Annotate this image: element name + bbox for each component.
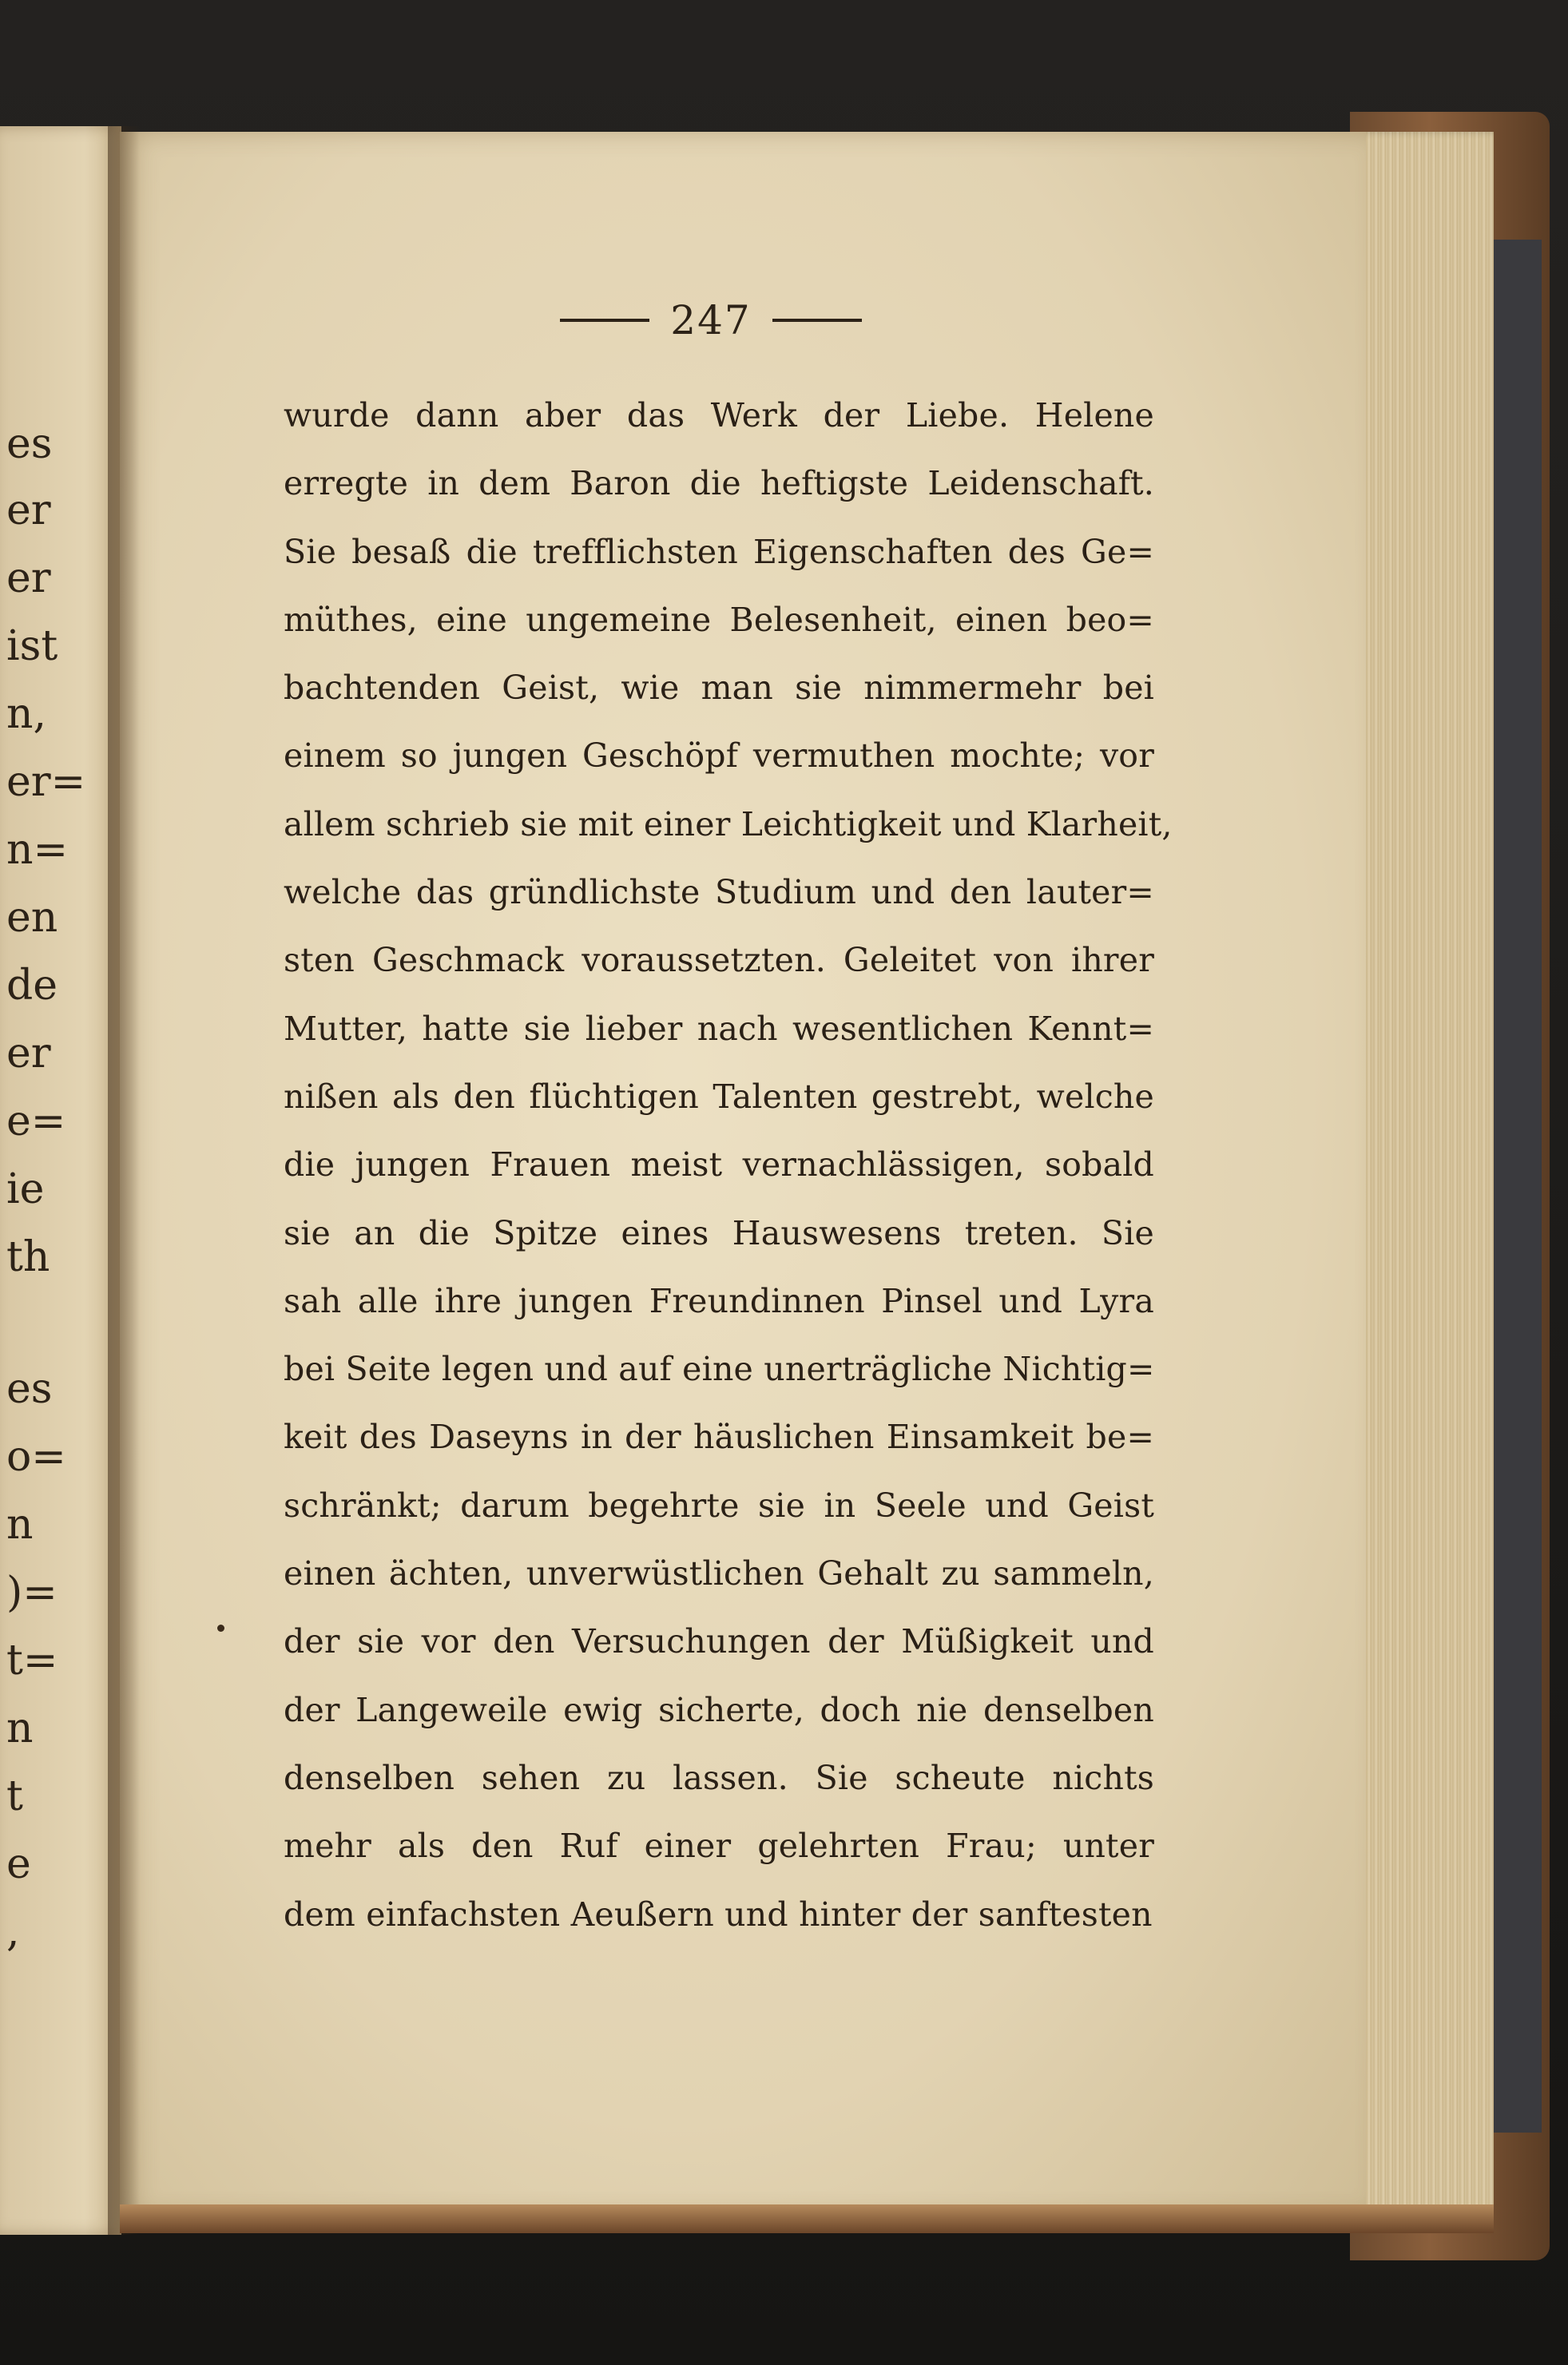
text-line: sie an die Spitze eines Hauswesens treten. Sie: [284, 1213, 1154, 1252]
head-rule-right: [772, 319, 862, 322]
page-number: 247: [670, 297, 752, 343]
left-page-text: )=: [6, 1569, 58, 1617]
left-page-text: de: [6, 962, 58, 1010]
left-page-text: en: [6, 894, 58, 942]
left-page-text: n: [6, 1704, 34, 1752]
left-page-text: n: [6, 1501, 34, 1549]
left-page-text: e=: [6, 1097, 66, 1145]
left-page-text: ie: [6, 1165, 45, 1213]
left-page-text: er=: [6, 758, 86, 806]
left-page-text: t: [6, 1772, 23, 1820]
text-line: welche das gründlichste Studium und den lauter=: [284, 873, 1154, 912]
left-page-fragment: [0, 126, 121, 2235]
text-line: die jungen Frauen meist vernachlässigen, sobald: [284, 1145, 1154, 1184]
text-line: schränkt; darum begehrte sie in Seele und Geist: [284, 1486, 1154, 1525]
text-line: Mutter, hatte sie lieber nach wesentlichen Kennt=: [284, 1009, 1154, 1048]
head-rule-left: [560, 319, 649, 322]
text-line: der Langeweile ewig sicherte, doch nie denselben: [284, 1690, 1154, 1729]
text-line: dem einfachsten Aeußern und hinter der sanftesten: [284, 1895, 1153, 1934]
ink-speck: [217, 1625, 224, 1632]
text-line: sten Geschmack voraussetzten. Geleitet von ihrer: [284, 941, 1154, 980]
left-page-text: er: [6, 554, 51, 602]
text-line: einem so jungen Geschöpf vermuthen mochte; vor: [284, 736, 1154, 776]
left-page-text: ,: [6, 1908, 20, 1956]
text-line: einen ächten, unverwüstlichen Gehalt zu sammeln,: [284, 1554, 1154, 1593]
text-line: keit des Daseyns in der häuslichen Einsamkeit be=: [284, 1418, 1154, 1457]
left-page-text: es: [6, 1365, 53, 1413]
text-line: der sie vor den Versuchungen der Müßigkeit und: [284, 1622, 1154, 1661]
left-page-text: es: [6, 420, 53, 468]
book-bottom-edge: [120, 2204, 1494, 2233]
left-page-text: t=: [6, 1637, 58, 1684]
left-page-text: e: [6, 1840, 31, 1888]
text-line: wurde dann aber das Werk der Liebe. Helene: [284, 396, 1154, 435]
text-line: bachtenden Geist, wie man sie nimmermehr bei: [284, 669, 1154, 708]
text-line: erregte in dem Baron die heftigste Leidenschaft.: [284, 464, 1154, 503]
body-text: [284, 382, 1173, 1949]
text-line: nißen als den flüchtigen Talenten gestrebt, welche: [284, 1077, 1154, 1116]
text-line: allem schrieb sie mit einer Leichtigkeit und Klarheit,: [284, 804, 1173, 843]
page-gutter-shadow: [108, 126, 140, 2235]
left-page-text: er: [6, 486, 51, 534]
page-stack-edge: [1350, 132, 1494, 2216]
running-head: [543, 297, 879, 343]
left-page-text: th: [6, 1233, 50, 1281]
book-cover-spine-strip: [1486, 240, 1542, 2133]
left-page-text: n=: [6, 826, 69, 874]
text-line: sah alle ihre jungen Freundinnen Pinsel und Lyra: [284, 1281, 1154, 1320]
left-page-text: n,: [6, 690, 47, 738]
text-line: Sie besaß die trefflichsten Eigenschaften des Ge=: [284, 532, 1154, 571]
left-page-text: ist: [6, 622, 58, 670]
left-page-text: o=: [6, 1433, 66, 1481]
text-line: müthes, eine ungemeine Belesenheit, einen beo=: [284, 600, 1154, 639]
text-line: bei Seite legen und auf eine unerträgliche Nichtig=: [284, 1350, 1155, 1389]
text-line: denselben sehen zu lassen. Sie scheute nichts: [284, 1758, 1154, 1797]
text-line: mehr als den Ruf einer gelehrten Frau; unter: [284, 1827, 1154, 1866]
left-page-text: er: [6, 1030, 51, 1077]
